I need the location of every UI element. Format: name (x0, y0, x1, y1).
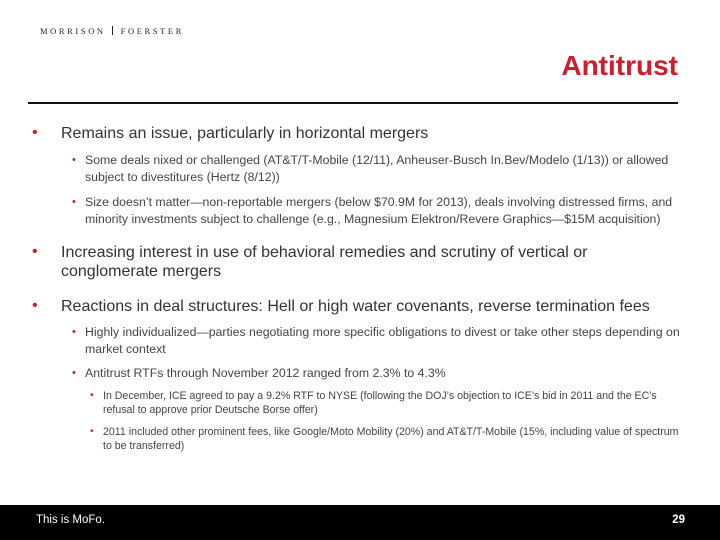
footer-tagline: This is MoFo. (36, 514, 106, 526)
logo-right-text: FOERSTER (120, 26, 184, 36)
bullet-dot: • (32, 297, 38, 314)
bullet-dot: • (32, 243, 38, 260)
bullet-text: Remains an issue, particularly in horizontal mergers (61, 125, 429, 142)
bullet-dot: • (72, 326, 76, 338)
bullet-text: Reactions in deal structures: Hell or high water covenants, reverse termination fees (61, 298, 650, 315)
logo-left-text: MORRISON (40, 26, 106, 36)
bullet-dot: • (72, 367, 76, 379)
sub-bullet-item (28, 194, 688, 227)
bullet-text: Highly individualized—parties negotiating more specific obligations to divest or take other steps depending on market context (85, 325, 680, 356)
page-number: 29 (672, 514, 685, 526)
bullet-dot: • (72, 154, 76, 166)
bullet-text: Antitrust RTFs through November 2012 ranged from 2.3% to 4.3% (85, 366, 446, 380)
bullet-dot: • (32, 124, 38, 141)
sub-sub-bullet-item (28, 389, 688, 418)
sub-bullet-item (28, 324, 688, 357)
bullet-dot: • (90, 425, 94, 437)
firm-logo (40, 26, 184, 36)
bullet-item (28, 124, 688, 143)
slide-title: Antitrust (561, 50, 678, 81)
bullet-text: 2011 included other prominent fees, like Google/Moto Mobility (20%) and AT&T/T-Mobile (15%, including value of spectrum to be transferred) (103, 425, 679, 452)
bullet-text: In December, ICE agreed to pay a 9.2% RTF to NYSE (following the DOJ’s objection to ICE’s bid in 2011 and the EC’s refusal to approve prior Deutsche Borse offer) (103, 389, 657, 416)
bullet-dot: • (72, 196, 76, 208)
bullet-item (28, 297, 688, 316)
title-rule (28, 102, 678, 104)
bullet-item (28, 243, 688, 281)
footer-bar (0, 505, 720, 540)
bullet-list (28, 124, 688, 454)
sub-sub-bullet-item (28, 425, 688, 454)
logo-divider (112, 26, 113, 35)
sub-bullet-item (28, 365, 688, 382)
bullet-text: Size doesn’t matter—non-reportable mergers (below $70.9M for 2013), deals involving distressed firms, and minority investments subject to challenge (e.g., Magnesium Elektron/Revere Graphics—$15M acquisition) (85, 195, 673, 226)
bullet-text: Increasing interest in use of behavioral remedies and scrutiny of vertical or conglomerate mergers (61, 244, 588, 280)
bullet-text: Some deals nixed or challenged (AT&T/T-Mobile (12/11), Anheuser-Busch In.Bev/Modelo (1/13)) or allowed subject to divestitures (Hertz (8/12)) (85, 153, 669, 184)
sub-bullet-item (28, 152, 688, 185)
bullet-dot: • (90, 389, 94, 401)
